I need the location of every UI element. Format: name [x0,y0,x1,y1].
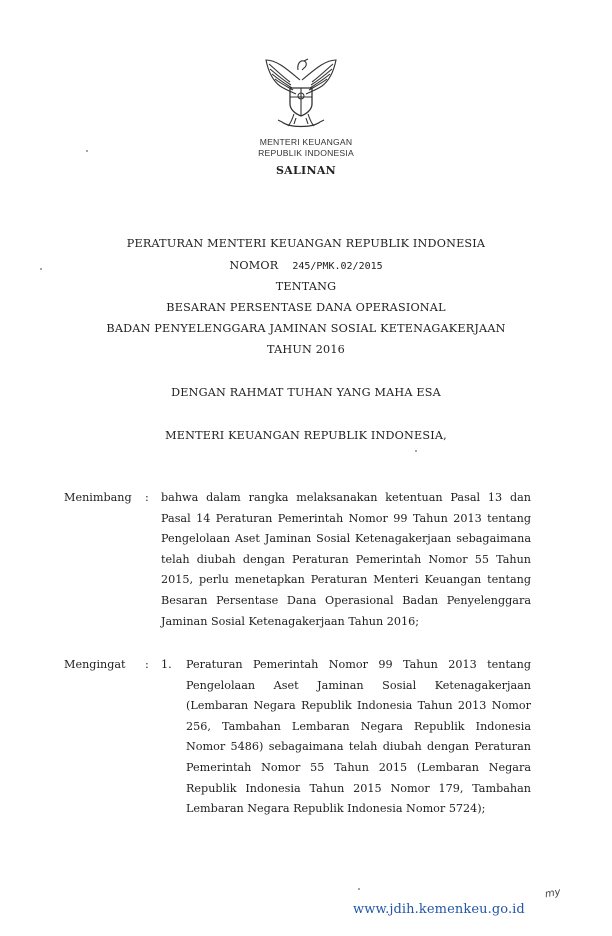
nomor-value: 245/PMK.02/2015 [292,261,383,272]
menimbang-label: Menimbang [64,491,132,504]
footer-website-link[interactable]: www.jdih.kemenkeu.go.id [353,902,525,917]
mengingat-item-text: Peraturan Pemerintah Nomor 99 Tahun 2013 tentang Pengelolaan Aset Jaminan Sosial Ketenagakerjaan (Lembaran Negara Republik Indonesia Tahun 2013 Nomor 256, Tambahan Lembaran Negara Republik Indonesia Nomor 5486) sebagaimana telah diubah dengan Peraturan Pemerintah Nomor 55 Tahun 2015 (Lembaran Negara Republik Indonesia Tahun 2015 Nomor 179, Tambahan Lembaran Negara Republik Indonesia Nomor 5724); [186,658,531,816]
subject-line-2: BADAN PENYELENGGARA JAMINAN SOSIAL KETENAGAKERJAAN [106,322,506,335]
ministry-name-line2: REPUBLIK INDONESIA [258,148,354,158]
blessing-line: DENGAN RAHMAT TUHAN YANG MAHA ESA [171,386,441,399]
copy-mark: SALINAN [275,164,337,177]
regulation-title: PERATURAN MENTERI KEUANGAN REPUBLIK INDONESIA [126,237,486,250]
regulation-number-line [0,259,612,272]
tentang-heading: TENTANG [275,280,337,293]
issuer-line: MENTERI KEUANGAN REPUBLIK INDONESIA, [165,429,447,442]
ministry-name-line1: MENTERI KEUANGAN [259,137,353,147]
mengingat-label: Mengingat [64,658,126,671]
scan-speck [358,888,360,890]
mengingat-item-number: 1. [161,658,172,671]
scan-speck [86,150,88,152]
paraf-initial: my [544,886,562,901]
nomor-label: NOMOR [229,259,279,272]
garuda-emblem-icon [260,50,342,130]
scan-speck [415,450,417,452]
mengingat-colon: : [145,658,149,671]
subject-line-1: BESARAN PERSENTASE DANA OPERASIONAL [166,301,446,314]
menimbang-text: bahwa dalam rangka melaksanakan ketentuan Pasal 13 dan Pasal 14 Peraturan Pemerintah Nomor 99 Tahun 2013 tentang Pengelolaan Aset Jaminan Sosial Ketenagakerjaan sebagaimana telah diubah dengan Peraturan Pemerintah Nomor 55 Tahun 2015, perlu menetapkan Peraturan Menteri Keuangan tentang Besaran Persentase Dana Operasional Badan Penyelenggara Jaminan Sosial Ketenagakerjaan Tahun 2016; [161,491,531,628]
menimbang-colon: : [145,491,149,504]
subject-line-3: TAHUN 2016 [267,343,345,356]
scan-speck [40,268,42,270]
